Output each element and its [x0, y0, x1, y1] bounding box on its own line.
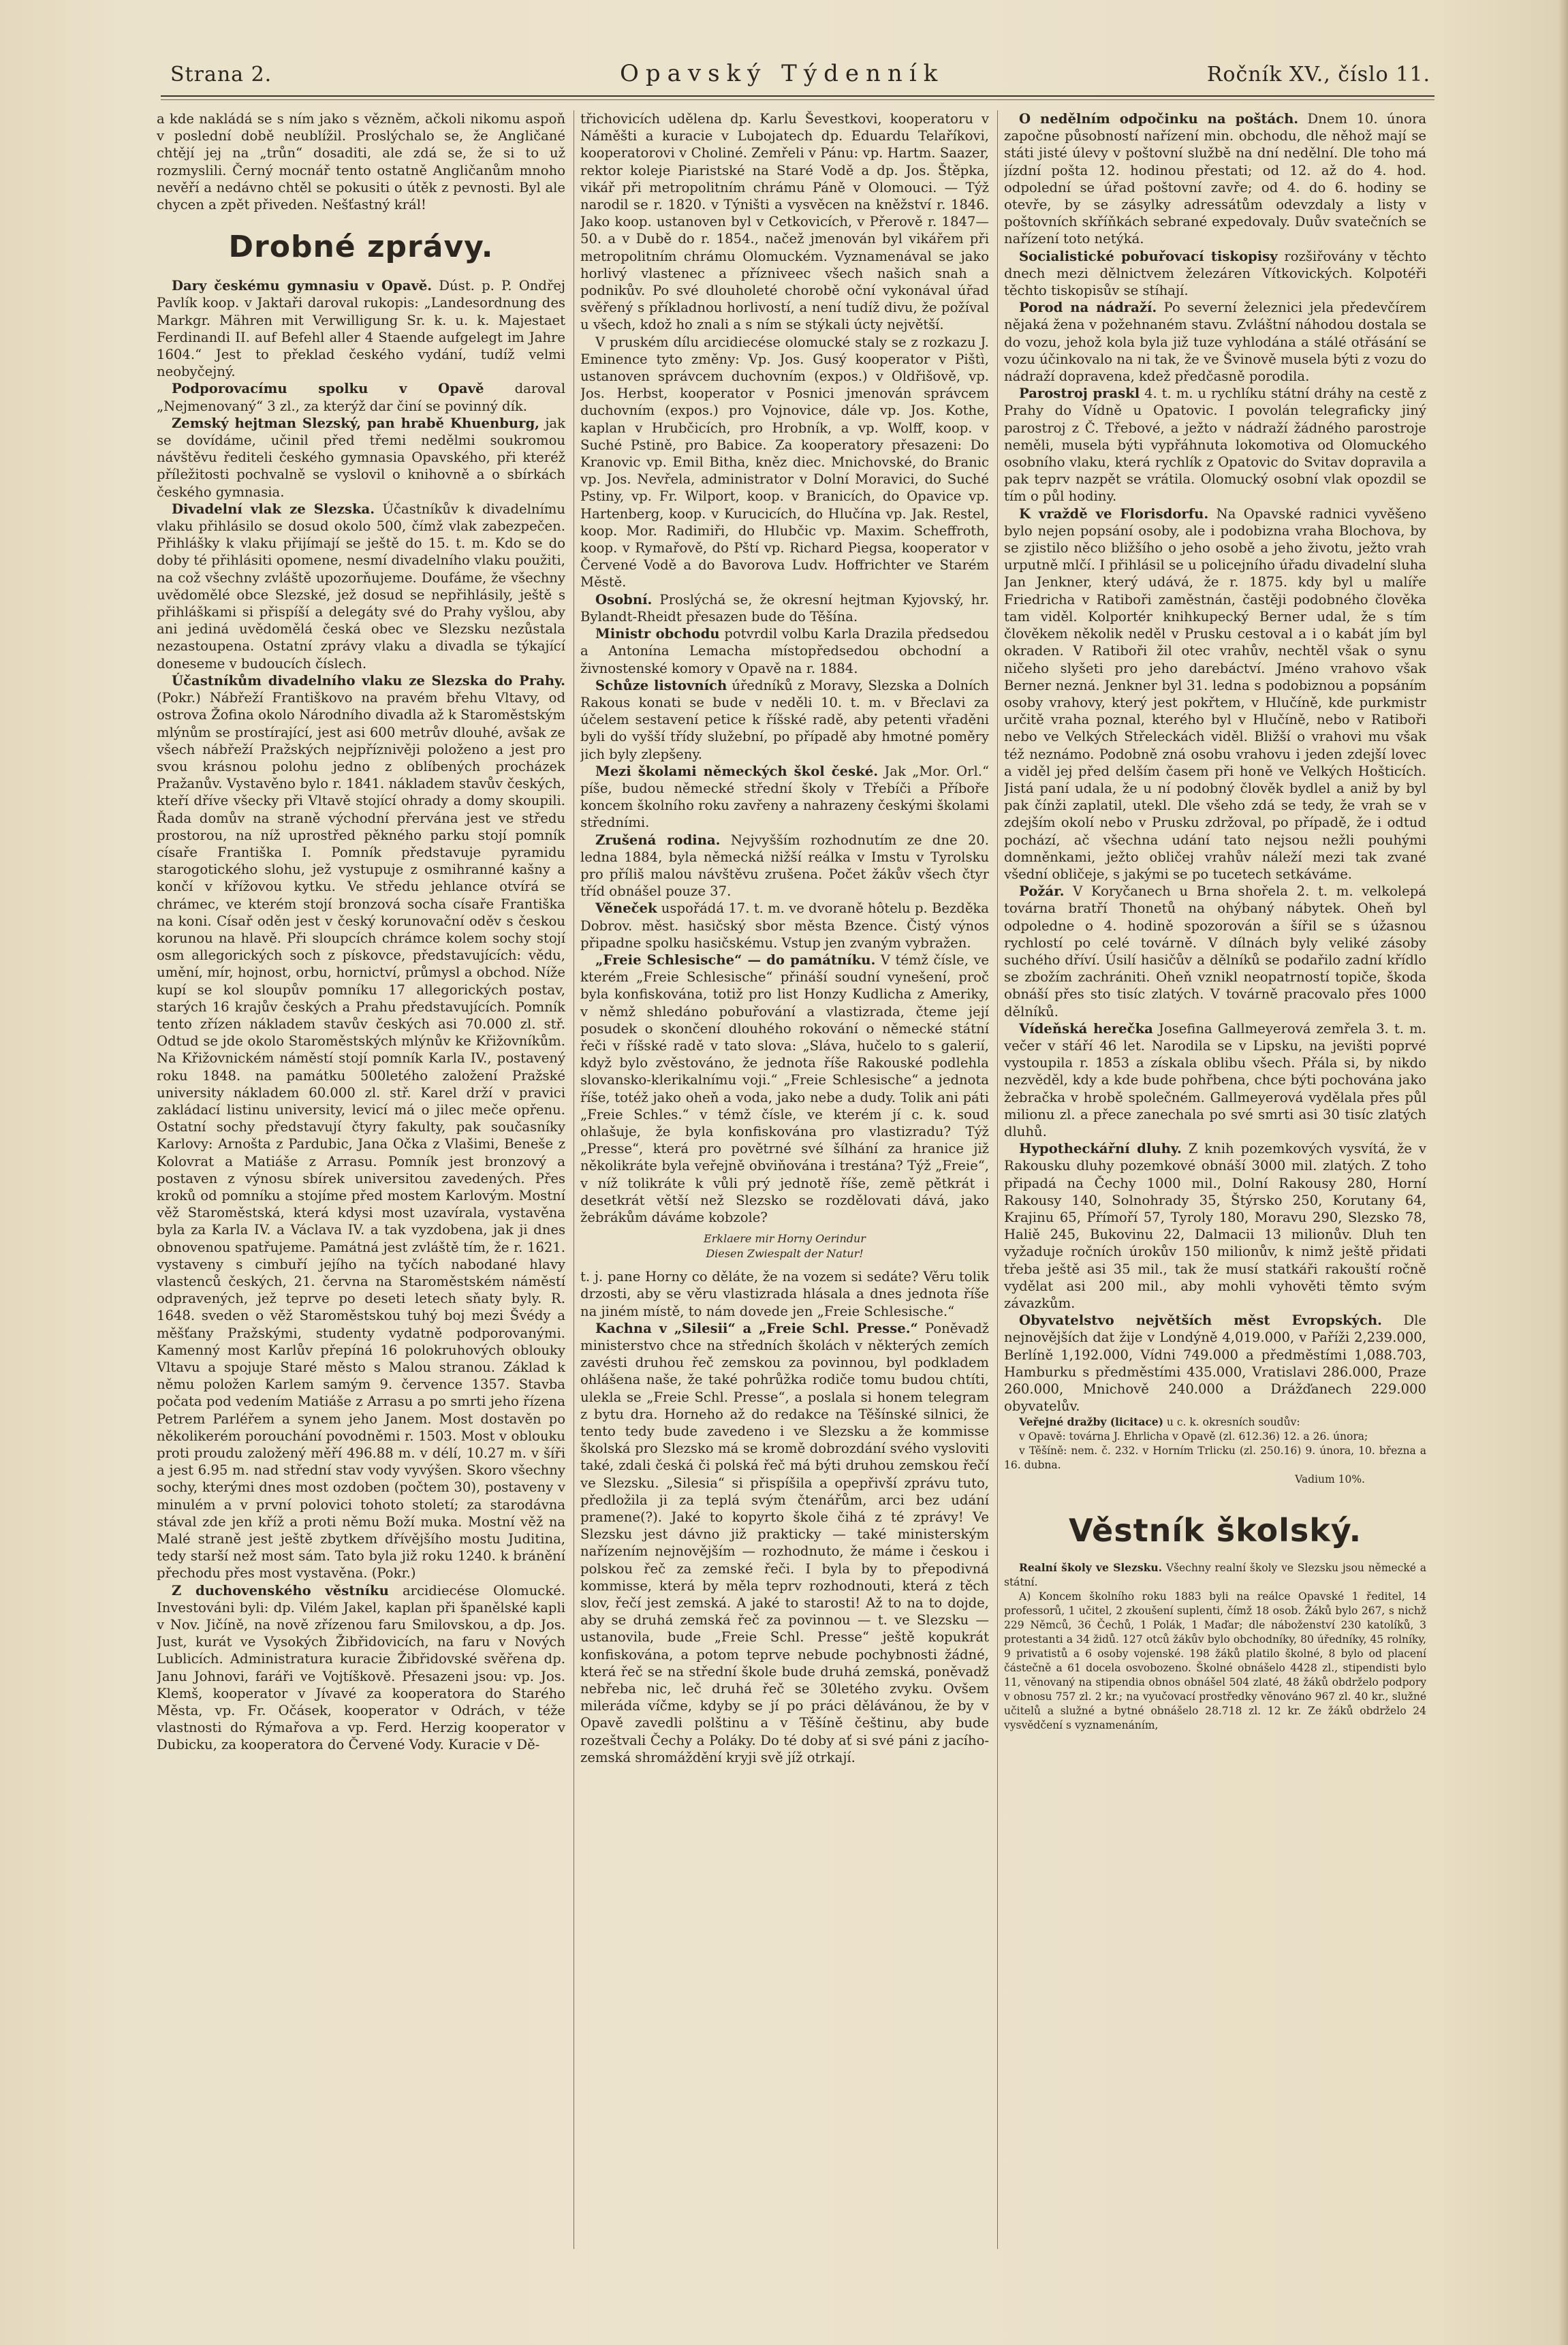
column-3	[1004, 110, 1426, 2256]
verse-line: Erklaere mir Horny Oerindur	[704, 1232, 866, 1246]
auctions-title: Veřejné dražby (licitace)	[1019, 1415, 1163, 1429]
news-item-text: jak se dovídáme, učinil před třemi nedělmi soukromou návštěvu řediteli českého gymnasia Opavského, při kteréž příležitosti pochvalně se vyslovil o knihovně a o sbírkách českého gymnasia.	[157, 415, 565, 500]
news-item-text: Proslýchá se, že okresní hejtman Kyjovský, hr. Bylandt-Rheidt přesazen bude do Těšína.	[580, 591, 989, 625]
news-item-text: Z knih pozemkových vysvítá, že v Rakousku dluhy pozemkové obnáší 3000 mil. zlatých. Z toho připadá na Čechy 1000 mil., Dolní Rakousy 280, Horní Rakousy 140, Solnohrady 35, Štýrsko 250, Korutany 64, Krajinu 65, Přímoří 57, Tyroly 180, Moravu 290, Slezsko 78, Haliě 245, Bukovinu 22, Dalmacii 13 milionův. Dluh ten vyžaduje ročních úrokův 150 milionův, k nimž ještě přidati třeba ještě asi 35 mil., tak že musí statkáři rakouští ročně vydělat asi 200 mil., aby mohli vyhověti těmto svým závazkům.	[1004, 1141, 1426, 1312]
news-item	[1004, 248, 1426, 300]
news-item	[580, 832, 989, 900]
news-item-text: Dnem 10. února započne působností nařízení min. obchodu, dle něhož mají se státi jisté úlevy v poštovní službě na dní nedělní. Dle toho má jízdní pošta 12. hodinou přestati; od 12. až do 4. hod. odpolední se úřad poštovní zavře; od 4. do 6. hodiny se otevře, by se zásylky adressátům odevzdaly a listy v poštovních skříňkách sebrané expedovaly. Duův svatečních se nařízení toto netýká.	[1004, 111, 1426, 247]
issue-info: Ročník XV., číslo 11.	[1206, 63, 1430, 86]
news-item	[1004, 1312, 1426, 1415]
news-item-title: Zrušená rodina.	[595, 832, 721, 848]
news-item-title: Hypotheckářní dluhy.	[1019, 1141, 1182, 1157]
news-item-title: Obyvatelstvo největších měst Evropských.	[1019, 1312, 1382, 1329]
news-item-title: K vraždě ve Florisdorfu.	[1019, 505, 1209, 522]
news-item-text: potvrdil volbu Karla Drazila předsedou a Antonína Lemacha místopředsedou obchodní a živnostenské komory v Opavě na r. 1884.	[580, 626, 989, 676]
news-item-text: daroval „Nejmenovaný“ 3 zl., za kterýž dar činí se povinný dík.	[157, 381, 565, 414]
news-item-text: Po severní železnici jela předevčírem nějaká žena v požehnaném stavu. Zvláštní náhodou dostala se do vozu, jehož kola byla již tuze vyhlodána a stálé otřásání se vozu účinkovalo na ni tak, že ve Švinově musela býti z vozu do nádraží dopravena, kdež předčasně porodila.	[1004, 300, 1426, 385]
news-item	[580, 763, 989, 832]
header-rule-thin	[161, 99, 1434, 100]
news-item	[157, 501, 565, 672]
news-item	[1004, 299, 1426, 385]
column-2	[580, 110, 989, 2256]
news-item-text: úředníků z Moravy, Slezska a Dolních Rakous konati se bude v neděli 10. t. m. v Břeclavi za účelem sestavení petice k říšské radě, aby petenti vřaděni byli do vyšší třídy služební, po případě aby hmotné poměry jich byly zlepšeny.	[580, 677, 989, 762]
news-item-text: Účastníkův k divadelnímu vlaku přihlásilo se dosud okolo 500, čímž vlak zabezpečen. Přihlášky k vlaku přijímají se ještě do 15. t. m. Kdo se do doby té přihlásiti opomene, nesmí divadelního vlaku použiti, na což všechny zvláště upozorňujeme. Doufáme, že všechny uvědomělé obce Slezské, jež dosud se nepřihlásily, ještě s přihláškami si přispíší a delegáty své do Prahy vyšlou, aby ani jediná uvědomělá česká obec ve Slezsku nezůstala nezastoupena. Ostatní zprávy vlaku a divadla se týkající doneseme v budoucích číslech.	[157, 501, 565, 672]
news-item	[157, 1582, 565, 1754]
news-item	[580, 677, 989, 763]
news-item-title: Kachna v „Silesii“ a „Freie Schl. Presse.“	[595, 1320, 918, 1336]
page-fold-shadow	[1558, 0, 1568, 2345]
news-item-title: Požár.	[1019, 883, 1065, 900]
news-item-text: Dúst. p. P. Ondřej Pavlík koop. v Jaktaři daroval rukopis: „Landesordnung des Markgr. Mähren mit Verwilligung Sr. k. u. k. Majestaet Ferdinandi II. auf Befehl aller 4 Staende aufgelegt im Jahre 1604.“ Jest to překlad českého vydání, tudíž velmi neobyčejný.	[157, 278, 565, 380]
news-item	[1004, 505, 1426, 883]
news-item-text: Poněvadž ministerstvo chce na středních školách v některých zemích zavésti druhou řeč zemskou za povinnou, byl podkladem ohlášena naše, že také pohrůžka rodiče tomu budou chtíti, ulekla se „Freie Schl. Presse“, a poslala si honem telegram z bytu dra. Horneho až do redakce na Těšínské silnici, že tento tedy bude zavedeno i ve Slezsku a že kommisse školská pro Slezsko má se kromě dobrozdání svého vysloviti také, zdali česká či polská řeč má býti druhou zemskou řečí ve Slezsku. „Silesia“ si přispíšila a opepřivší zprávu tuto, předložila ji za teplá svým čtenářům, arci bez udání pramene(?). Jaké to kopyrto škole čihá z té zprávy! Ve Slezsku jest dávno již prakticky — také ministerským nařízením nejnovějším — rozhodnuto, že máme i českou i polskou řeč za zemské řeči. I byla by to přepodivná kommisse, která by měla teprv rozhodnouti, která z těch slov, řečí jest zemská. A jaké to starosti! Až to na to dojde, aby se druhá zemská řeč za povinnou — t. ve Slezsku — ustanovila, bude „Freie Schl. Presse“ ještě kopukrát konfiskována, a potom teprve nebude pochybnosti žádné, která řeč se na střední škole bude druhá zemská, poněvadž nebřeba nic, leč druhá řeč se 30letého zvyku. Ovšem mileráda víčme, kdyby se jí po práci dělávánou, že by v Opavě zavedli polštinu a v Těšíně češtinu, aby bude rozeštvali Čechy a Poláky. Do té doby ať si své páni z jacího-zemská shromáždění kryji svě jíž otrkají.	[580, 1320, 989, 1765]
news-item-title: O nedělním odpočinku na poštách.	[1019, 111, 1299, 127]
news-item-text: (Pokr.) Nábřeží Františkovo na pravém břehu Vltavy, od ostrova Žofina okolo Národního divadla až k Staroměstským mlýnům se prostírající, jest asi 600 metrův dlouhé, avšak ze všech nábřeží Pražských nejpříznivěji položeno a jest pro svou krásnou polohu jedno z oblíbených procházek Pražanův. Vystavěno bylo r. 1841. nákladem stavův českých, kteří dříve všecky při Vltavě stojící ohrady a domy skoupili. Řada domův na straně východní přervána jest ve středu prostorou, na níž uprostřed pěkného parku stojí pomník císaře Františka I. Pomník představuje pyramidu starogotického slohu, jež vystupuje z osmihranné kašny a končí v křížovou kytku. Ve středu jehlance otvírá se chrámec, ve kterém stojí bronzová socha císaře Františka na koni. Císař oděn jest v český korunovační oděv s českou korunou na hlavě. Při sloupcích chrámce kolem sochy stojí osm allegorických soch z pískovce, představujících: vědu, umění, mír, hojnost, orbu, hornictví, průmysl a obchod. Níže kupí se kol sloupův pomníku 17 allegorických postav, starých 16 krajův českých a Prahu představujících. Pomník tento zřízen nákladem stavův českých asi 70.000 zl. stř. Odtud se jde okolo Staroměstských mlýnův ke Křižovníkům. Na Křižovnickém náměstí stojí pomník Karla IV., postavený roku 1848. na památku 500letého založení Pražské university nákladem 60.000 zl. stř. Karel drží v pravici zakládací listinu university, levicí má o jilec meče opřenu. Ostatní sochy představují čtyry fakulty, pak současníky Karlovy: Arnošta z Pardubic, Jana Očka z Vlašimi, Beneše z Kolovrat a Matiáše z Arrasu. Pomník jest bronzový a postaven z výnosu sbírek universitou zavedených. Přes kroků od pomníku a stojíme před mostem Karlovým. Mostní věž Staroměstská, která kdysi most uzavírala, vystavěna byla za Karla IV. a Václava IV. a tak vyzdobena, jak ji dnes obnovenou spatřujeme. Památná jest zvláště tím, že r. 1621. vystaveny s cimbuří jejího na tyčích nabodané hlavy vlastenců českých, 21. června na Staroměstském náměstí odpravených, jež teprve po deseti letech sňaty byly. R. 1648. sveden o věž Staroměstskou tuhý boj mezi Švédy a měšťany Pražskými, studenty vydatně podporovanými. Kamenný most Karlův přepíná 16 polokruhových oblouky Vltavu a spojuje Staré město s Malou stranou. Základ k němu položen Karlem samým 9. července 1357. Stavba počata pod vedením Matiáše z Arrasu a po smrti jeho řízena Petrem Parléřem a synem jeho Janem. Most dostavěn po několikerém porouchání povodněmi r. 1503. Most v oblouku proti proudu založený měří 496.88 m. v délí, 10.27 m. v šíři a jest 6.95 m. nad střední stav vody vyvýšen. Skoro všechny sochy, kterými dnes most ozdoben (počtem 30), postaveny v minulém a v první polovici tohoto století; za starodávna stával zde jen kříž a proti němu Boží muka. Mostní věž na Malé straně jest ještě zbytkem dřívějšího mostu Juditina, tedy starší než most sám. Tato byla již roku 1240. k bránění přechodu přes most vystavěna. (Pokr.)	[157, 690, 565, 1581]
news-item: V pruském dílu arcidiecése olomucké staly se z rozkazu J. Eminence tyto změny: Vp. Jos. Gusý kooperator v Pištì, ustanoven správcem duchovním (expos.) v Oldřišově, vp. Jos. Herbst, kooperator v Posnici jmenován správcem duchovním (expos.) pro Vojnovice, dále vp. Jos. Kothe, kaplan v Hrubčicích, pro Hrobník, a vp. Wolff, koop. v Suché Pstině, pro Babice. Za kooperatory přesazeni: Do Kranovic vp. Emil Bitha, kněz diec. Mnichovské, do Branic vp. Jos. Nevřela, administrator v Dolní Moravici, do Suché Pstiny, vp. Fr. Wilport, koop. v Branicích, do Opavice vp. Hartenberg, koop. v Kurucicích, do Hlučína vp. Jak. Restel, koop. Mor. Radimiři, do Hlubčic vp. Maxim. Scheffroth, koop. v Rymařově, do Pští vp. Richard Piegsa, kooperator v Červené Vodě a do Bavorova Ludv. Hoffrichter ve Starém Městě.	[580, 334, 989, 591]
news-item-text: Jak „Mor. Orl.“ píše, budou německé střední školy v Třebíči a Příboře koncem školního roku zavřeny a nahrazeny českými školami středními.	[580, 763, 989, 831]
news-item-title: Účastníkům divadelního vlaku ze Slezska do Prahy.	[172, 672, 565, 689]
news-item	[1004, 1140, 1426, 1312]
newspaper-title: Opavský Týdenník	[620, 60, 945, 87]
news-item	[157, 672, 565, 1582]
verse-line: Diesen Zwiespalt der Natur!	[706, 1247, 864, 1261]
column-divider-2	[997, 110, 998, 2249]
news-item	[580, 951, 989, 1226]
auctions-subtitle: u c. k. okresních soudův:	[1163, 1416, 1300, 1429]
school-item-title: Realní školy ve Slezsku.	[1019, 1561, 1163, 1575]
quoted-verse	[580, 1231, 989, 1261]
auctions-notice	[1004, 1415, 1426, 1430]
school-item	[1004, 1560, 1426, 1590]
news-item-title: Ministr obchodu	[595, 626, 720, 642]
news-item	[580, 1320, 989, 1766]
news-item-text: 4. t. m. u rychlíku státní dráhy na cestě z Prahy do Vídně u Opatovic. I povolán telegraficky jiný parostroj z Č. Třebové, a ježto v nádraží žádného parostroje neměli, musela býti vypřáhnuta lokomotiva od Olomuckého osobního vlaku, která rychlík z Opatovic do Svitav dopravila a pak teprv nazpět se vrátila. Olomucký osobní vlak opozdil se tím o půl hodiny.	[1004, 385, 1426, 505]
news-item-title: Věneček	[595, 900, 657, 917]
vadium-note: Vadium 10%.	[1295, 1473, 1365, 1486]
news-item-title: Z duchovenského věstníku	[172, 1582, 389, 1599]
news-item-title: Mezi školami německých škol české.	[595, 763, 879, 779]
news-item-title: Parostroj praskl	[1019, 385, 1140, 402]
section-heading-vestnik-skolsky: Věstník školský.	[1068, 1512, 1362, 1549]
news-item-title: Dary českému gymnasiu v Opavě.	[172, 278, 433, 294]
news-item	[157, 277, 565, 380]
school-item-text: Všechny realní školy ve Slezsku jsou německé a státní.	[1004, 1562, 1426, 1589]
header-rule	[161, 95, 1434, 97]
news-item-text: uspořádá 17. t. m. ve dvoraně hôtelu p. Bezděka Dobrov. měst. hasičský sbor města Bzence. Čistý výnos připadne spolku hasičskému. Vstup jen zvaným vybražen.	[580, 900, 989, 951]
column-1	[157, 110, 565, 2256]
news-item	[1004, 1020, 1426, 1140]
news-item-text: V témž čísle, ve kterém „Freie Schlesische“ přináší soudní vynešení, proč byla konfiskována, totiž pro list Honzy Kudlicha z Ameriky, v němž shledáno pobuřování a vlastizrada, čteme její posudek o skončení dlouhého rokování o německé státní řeči v říšské radě v tato slova: „Sláva, hučelo to s galerií, když bylo zvěstováno, že jednota říše Rakouské podlehla slovansko-klerikalnímu voji.“ „Freie Schlesische“ a jednota říše, totéž jako oheň a voda, jako nebe a dudy. Tolik ani páti „Freie Schles.“ v témž čísle, ve kterém jí c. k. soud ohlašuje, že byla konfiskována pro vlastizradu? Týž „Presse“, která pro povětrné své šílhání za hranice již několikráte byla veřejně obviňována i trestána? Týž „Freie“, v níž tolikráte k vůli prý jednotě říše, země pětkrát i desetkrát větší než Slezsko se rozdělovati dává, jako žebrákům dáváme kobzole?	[580, 951, 989, 1225]
news-item-title: Divadelní vlak ze Slezska.	[172, 501, 375, 517]
news-item	[157, 415, 565, 501]
news-item-text: Na Opavské radnici vyvěšeno bylo nejen popsání osoby, ale i podobizna vraha Blochova, by se zjistilo něco bližšího o jeho osobě a jeho životu, ježto vrah urputně mlčí. I přihlásil se u policejního úřadu divadelní sluha Jan Jenkner, který udává, že r. 1875. kdy byl u malíře Friedricha v Ratiboři zaměstnán, častěji podobného člověka tam viděl. Kolportér knihkupecký Berner udal, že s tím člověkem několik neděl v Prusku cestoval a i o kabát jím byl okraden. V Ratiboři žil otec vrahův, nechtěl však o synu ničeho slyšeti pro jeho darebáctví. Jméno vrahovo však Berner nezná. Jenkner byl 31. ledna s podobiznou a popsáním osoby vrahovy, který jest pokřtem, v Hlučíně, kde purkmistr určitě vraha poznal, kterého byl v Hlučíně, nebo v Ratiboři nebo ve Velkých Střeleckách viděl. Bližší o vrahovi mu však též neznámo. Podobně zná osobu vrahovu i jeden zdejší lovec a viděl jej před delším časem při honě ve Velkých Hošticích. Jistá paní udala, že u ní podobný člověk bydlel a aniž by byl pak čínži zaplatil, utekl. Dle všeho zdá se tedy, že vrah se v zdejším okolí nebo v Prusku zdržoval, po případě, že i odtud pochází, ač všechna udání tato nejsou nežli pouhými domněnkami, ježto obličej vrahův náleží mezi tak zvané všední obličeje, s jakými se po tucetech setkáváme.	[1004, 505, 1426, 882]
news-item-title: Zemský hejtman Slezský, pan hrabě Khuenburg,	[172, 415, 539, 431]
news-item-text: Josefina Gallmeyerová zemřela 3. t. m. večer v stáří 46 let. Narodila se v Lipsku, na jevišti poprvé vystoupila r. 1853 a získala oblibu všech. Přála si, by nikdo nezvěděl, kdy a kde bude pohřbena, chce býti pochována jako žebračka v hrobě společném. Gallmeyerová vydělala přes půl milionu zl. a přece zanechala po své smrti asi 30 tisíc zlatých dluhů.	[1004, 1020, 1426, 1139]
news-item-title: Schůze listovních	[595, 677, 727, 693]
news-item-title: Vídeňská herečka	[1019, 1020, 1153, 1037]
page-number: Strana 2.	[170, 63, 272, 86]
intro-paragraph: a kde nakládá se s ním jako s vězněm, ačkoli nikomu aspoň v poslední době neublížil. Proslýchalo se, že Angličané chtějí jej na „trůn“ dosaditi, ale zdá se, že si to už rozmyslili. Černý mocnář tento ostatně Angličanům mnoho nevěří a nedávno chtěl se pokusiti o útěk z pevnosti. Byl ale chycen a zpět přiveden. Nešťastný král!	[157, 111, 565, 213]
news-item	[1004, 883, 1426, 1020]
news-item	[580, 900, 989, 951]
news-item-title: Socialistické pobuřovací tiskopisy	[1019, 248, 1278, 264]
auction-entry: v Opavě: továrna J. Ehrlicha v Opavě (zl. 612.36) 12. a 26. února;	[1019, 1430, 1368, 1443]
news-item	[1004, 110, 1426, 248]
news-item-title: Podporovacímu spolku v Opavě	[172, 381, 484, 397]
news-item	[1004, 385, 1426, 505]
news-item-continued: t. j. pane Horny co děláte, že na vozem si sedáte? Věru tolik drzosti, aby se věru vlastizrada hlásala a dnes jednota říše na jiném místě, to nám dovede jen „Freie Schlesische.“	[580, 1269, 989, 1319]
school-item: A) Koncem školního roku 1883 byli na reálce Opavské 1 ředitel, 14 professorů, 1 učitel, 2 zkoušení suplenti, čímž 18 osob. Žáků bylo 267, s nichž 229 Němců, 36 Čechů, 1 Polák, 1 Maďar; dle náboženství 230 katolíků, 3 protestanti a 34 židů. 127 otců žákův bylo obchodníky, 80 úředníky, 45 rolníky, 9 privatistů a 6 osoby vojenské. 198 žáků platilo školné, 8 bylo od placení částečně a 61 docela osvobozeno. Školné obnášelo 4428 zl., stipendisti bylo 11, věnovaný na stipendia obnos obnášel 504 zlaté, 48 žáků obdrželo podpory v obnosu 757 zl. 2 kr.; na vyučovací prostředky věnováno 967 zl. 40 kr., služné učitelů a služné a bytné obnášelo 28.718 zl. 12 kr. Ze žáků obdrželo 24 vysvědčení s vyznamenáním,	[1004, 1590, 1426, 1732]
page-header	[170, 57, 1430, 98]
news-item-text: Dle nejnovějších dat žije v Londýně 4,019.000, v Paříži 2,239.000, Berlíně 1,192.000, Vídni 749.000 a předměstími 1,088.703, Hamburku s předměstími 435.000, Vratislavi 286.000, Praze 260.000, Mnichově 240.000 a Drážďanech 229.000 obyvatelův.	[1004, 1312, 1426, 1415]
section-heading-drobne-zpravy: Drobné zprávy.	[228, 230, 494, 265]
news-item-text: rozšiřovány v těchto dnech mezi dělnictvem železáren Vítkovických. Kolpotéři těchto tiskopisův se stíhají.	[1004, 248, 1426, 299]
news-item-continued: třichovicích udělena dp. Karlu Ševestkovi, kooperatoru v Náměšti a kuracie v Lubojatech dp. Eduardu Telaříkovi, kooperatorovi v Choliné. Zemřeli v Pánu: vp. Hartm. Saazer, rektor koleje Piaristské na Staré Vodě a dp. Jos. Štěpka, vikář při metropolitním chrámu Páně v Olomouci. — Týž narodil se r. 1820. v Týništi a vysvěcen na kněžství r. 1846. Jako koop. ustanoven byl v Cetkovicích, v Přerově r. 1847—50. a v Dubě do r. 1854., načež jmenován byl vikářem při metropolitním chrámu Olomuckém. Vyznamenával se jako horlivý vlastenec a přízniveec všech našich snah a podnikův. Po své dlouholeté chorobě oční vykonával úřad svěřený s příkladnou horlivostí, a není tudíž divu, že požíval u všech, kdož ho znali a s ním se stýkali úcty největší.	[580, 111, 989, 333]
news-item	[580, 625, 989, 677]
news-item-text: V Koryčanech u Brna shořela 2. t. m. velkolepá továrna bratří Thonetů na ohýbaný nábytek. Oheň byl odpoledne o 4. hodině spozorován a šířil se s úžasnou rychlostí po celé továrně. V dílnách byly veliké zásoby suchého dříví. Úsilí hasičův a dělníků se podařilo zadní křídlo se zbožím zachrániti. Oheň vznikl neopatrností topiče, škoda obnáší přes sto tisíc zlatých. V továrně pracovalo přes 1000 dělníků.	[1004, 883, 1426, 1020]
news-item	[157, 380, 565, 414]
news-item-text: Nejvyšším rozhodnutím ze dne 20. ledna 1884, byla německá nižší reálka v Imstu v Tyrolsku pro příliš malou návštěvu zrušena. Počet žákův všech čtyr tříd obnášel pouze 37.	[580, 832, 989, 900]
news-item-title: Porod na nádraží.	[1019, 300, 1157, 316]
news-item-title: Osobní.	[595, 591, 653, 608]
auction-entry: v Těšíně: nem. č. 232. v Horním Trlicku (zl. 250.16) 9. února, 10. března a 16. dubna.	[1004, 1445, 1426, 1472]
news-item-title: „Freie Schlesische“ — do památníku.	[595, 951, 876, 968]
news-item-text: arcidiecése Olomucké. Investováni byli: dp. Vilém Jakel, kaplan při španělské kapli v Nov. Jičíně, na nově zřízenou faru Smilovskou, a dp. Jos. Just, kurát ve Vysokých Žibřidovicích, na faru v Nových Lublicích. Administratura kuracie Žibřidovské svěřena dp. Janu Johnovi, faráři ve Vojtíškově. Přesazeni jsou: vp. Jos. Klemš, kooperator v Jívavé za kooperatora do Starého Města, vp. Fr. Očásek, kooperator v Odrách, v téže vlastnosti do Rýmařova a vp. Ferd. Herzig kooperator v Dubicku, za kooperatora do Červené Vody. Kuracie v Dě-	[157, 1582, 565, 1753]
news-item	[580, 591, 989, 625]
